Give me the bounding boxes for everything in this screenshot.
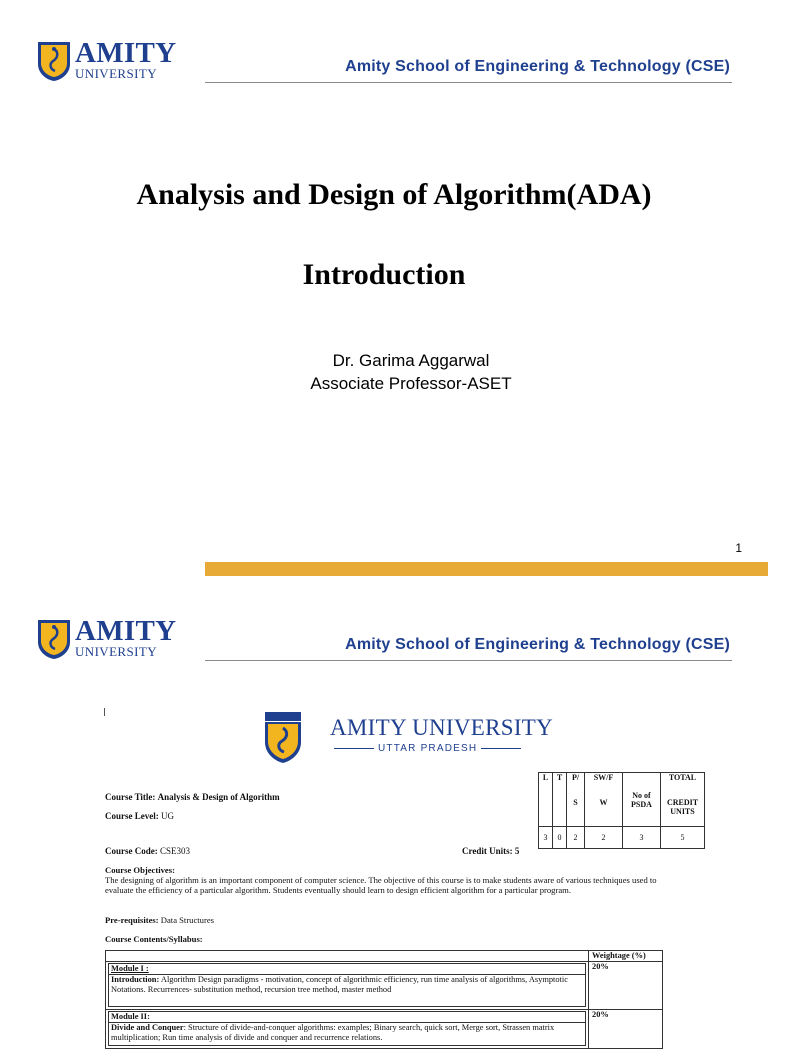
course-level: Course Level: UG — [105, 811, 174, 821]
school-name: Amity School of Engineering & Technology (CSE) — [345, 58, 730, 75]
module-title: Module I : — [108, 963, 586, 974]
amity-shield-icon — [37, 618, 71, 660]
author-role: Associate Professor-ASET — [310, 374, 512, 393]
author-name: Dr. Garima Aggarwal — [332, 351, 490, 370]
slide-subtitle: Introduction — [302, 258, 466, 291]
credit-value: 3 — [623, 827, 661, 849]
course-title: Course Title: Analysis & Design of Algorithm — [105, 792, 280, 802]
credit-table — [538, 772, 705, 849]
credit-value: 2 — [567, 827, 585, 849]
amity-shield-icon — [263, 712, 303, 764]
amity-logo — [37, 615, 177, 660]
logo-wordmark: AMITY — [75, 37, 177, 69]
document-marker — [104, 708, 105, 716]
prerequisites: Pre-requisites: Data Structures — [105, 915, 214, 925]
credit-value: 0 — [553, 827, 567, 849]
syllabus-table — [105, 950, 663, 1049]
module-text: Introduction: Algorithm Design paradigms - motivation, concept of algorithmic efficiency, run time analysis of algorithms, Asymptotic Notations. Recurrences- substitution method, recursion tree method, master method — [108, 974, 586, 1007]
university-location: UTTAR PRADESH — [330, 743, 522, 754]
course-objectives: Course Objectives: The designing of algorithm is an important component of computer science. The objective of this course is to make students aware of various techniques used to evaluate the efficiency of a particular algorithm. Students eventually should learn to design efficient algorithm for a particular program. — [105, 865, 657, 895]
table-row — [106, 1010, 663, 1049]
credit-header: TOTAL CREDIT UNITS — [661, 773, 705, 827]
module-title: Module II: — [108, 1011, 586, 1022]
credit-header: P/ S — [567, 773, 585, 827]
amity-university-logo — [263, 712, 554, 768]
logo-subtext: UNIVERSITY — [75, 644, 157, 659]
module-text: Divide and Conquer: Structure of divide-and-conquer algorithms: examples; Binary search, quick sort, Merge sort, Strassen matrix multiplication; Run time analysis of divide and conquer and recurrence relations. — [108, 1022, 586, 1046]
table-row — [106, 962, 663, 1010]
credit-value: 3 — [539, 827, 553, 849]
credit-header: No of PSDA — [623, 773, 661, 827]
credit-value: 2 — [585, 827, 623, 849]
university-name: AMITY UNIVERSITY — [330, 715, 554, 740]
course-code: Course Code: CSE303 — [105, 846, 191, 856]
module-weight: 20% — [589, 962, 663, 1010]
syllabus-document — [100, 708, 720, 1042]
slide-title: Analysis and Design of Algorithm(ADA) — [136, 178, 652, 211]
school-name: Amity School of Engineering & Technology (CSE) — [345, 636, 730, 653]
amity-shield-icon — [37, 40, 71, 82]
syllabus-slide — [0, 578, 768, 1042]
header-rule — [205, 660, 732, 661]
logo-wordmark: AMITY — [75, 615, 177, 647]
module-weight: 20% — [589, 1010, 663, 1049]
credit-header: T — [553, 773, 567, 827]
credit-value: 5 — [661, 827, 705, 849]
credit-header: L — [539, 773, 553, 827]
page-number: 1 — [735, 541, 742, 555]
weightage-header: Weightage (%) — [589, 951, 663, 962]
course-contents-label: Course Contents/Syllabus: — [105, 934, 203, 944]
footer-gold-bar — [205, 562, 768, 576]
header-rule — [205, 82, 732, 83]
credit-units: Credit Units: 5 — [462, 846, 520, 856]
amity-logo — [37, 37, 177, 82]
logo-subtext: UNIVERSITY — [75, 66, 157, 81]
credit-header: SW/F W — [585, 773, 623, 827]
